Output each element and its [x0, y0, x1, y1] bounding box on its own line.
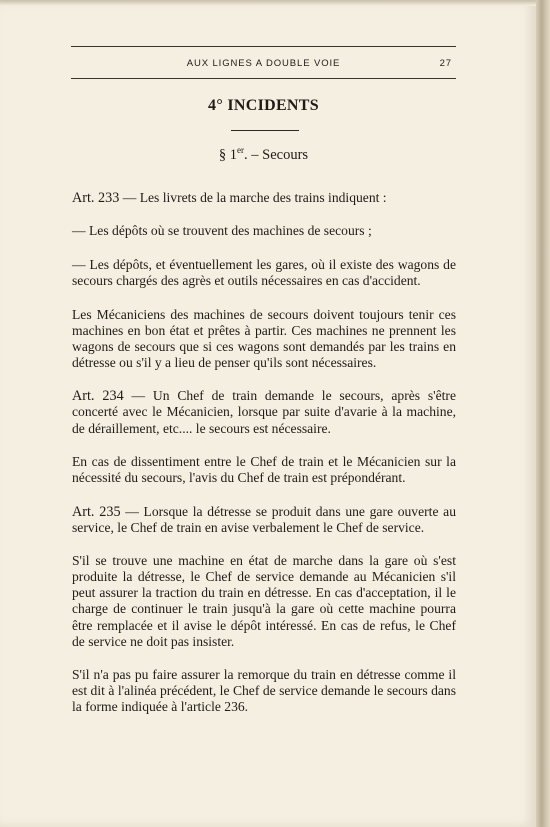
paragraph-text: S'il se trouve une machine en état de marche dans la gare où s'est produite la détresse, le Chef de service demande au Mécanicien s'il peut assurer la traction du train en détresse. En cas d'acceptation, il le charge de continuer le train jusqu'à la gare où cette machine pourra être remplacée et il avise le dépôt intéressé. En cas de refus, le Chef de service ne doit pas insister. — [72, 553, 456, 649]
paragraph-text: — Lorsque la détresse se produit dans une gare ouverte au service, le Chef de train en avise verbalement le Chef de service. — [72, 503, 456, 535]
paragraph — [72, 223, 456, 239]
paragraph-text: — Un Chef de train demande le secours, après s'être concerté avec le Mécanicien, lorsque par suite d'avarie à la machine, de déraillement, etc.... le secours est nécessaire. — [72, 388, 456, 436]
paragraph — [72, 667, 456, 715]
paragraph-text: — Les dépôts où se trouvent des machines de secours ; — [72, 223, 372, 239]
paragraph-text: S'il n'a pas pu faire assurer la remorque du train en détresse comme il est dit à l'alinéa précédent, le Chef de service demande le secours dans la forme indiquée à l'article 236. — [72, 667, 456, 715]
page-top-edge — [0, 0, 550, 6]
article-reference: Art. 234 — [72, 388, 124, 405]
paragraph-text: — Les dépôts, et éventuellement les gares, où il existe des wagons de secours chargés des agrès et outils nécessaires en cas d'accident. — [72, 256, 456, 289]
header-top-rule — [71, 46, 456, 47]
body-text — [72, 190, 456, 733]
article-reference: Art. 235 — [72, 503, 121, 520]
subsection-prefix: § 1 — [218, 146, 238, 163]
paragraph — [72, 257, 456, 289]
paragraph-text: Les Mécaniciens des machines de secours doivent toujours tenir ces machines en bon état et prêtes à partir. Ces machines ne prennent les wagons de secours que si ces wagons sont demandés par les trains en détresse ou s'il y a lieu de penser qu'ils sont nécessaires. — [72, 306, 456, 370]
paragraph — [72, 388, 456, 436]
article-reference: Art. 233 — [72, 190, 120, 206]
header-bottom-rule — [71, 78, 456, 79]
paragraph — [72, 307, 456, 371]
subsection-title — [71, 145, 456, 164]
paragraph — [72, 190, 456, 206]
paragraph-text: — Les livrets de la marche des trains indiquent : — [119, 190, 387, 205]
running-title: AUX LIGNES A DOUBLE VOIE — [186, 58, 341, 69]
subsection-suffix: . – Secours — [244, 146, 309, 163]
section-divider — [231, 130, 299, 131]
page-number: 27 — [439, 58, 452, 69]
subsection-superscript: er — [237, 145, 245, 155]
paragraph — [72, 553, 456, 650]
running-header — [71, 58, 456, 72]
paragraph — [72, 504, 456, 536]
section-title: 4° INCIDENTS — [208, 97, 319, 114]
paragraph-text: En cas de dissentiment entre le Chef de train et le Mécanicien sur la nécessité du secours, l'avis du Chef de train est prépondérant. — [72, 453, 456, 486]
paragraph — [72, 454, 456, 486]
page-right-edge — [536, 0, 550, 827]
